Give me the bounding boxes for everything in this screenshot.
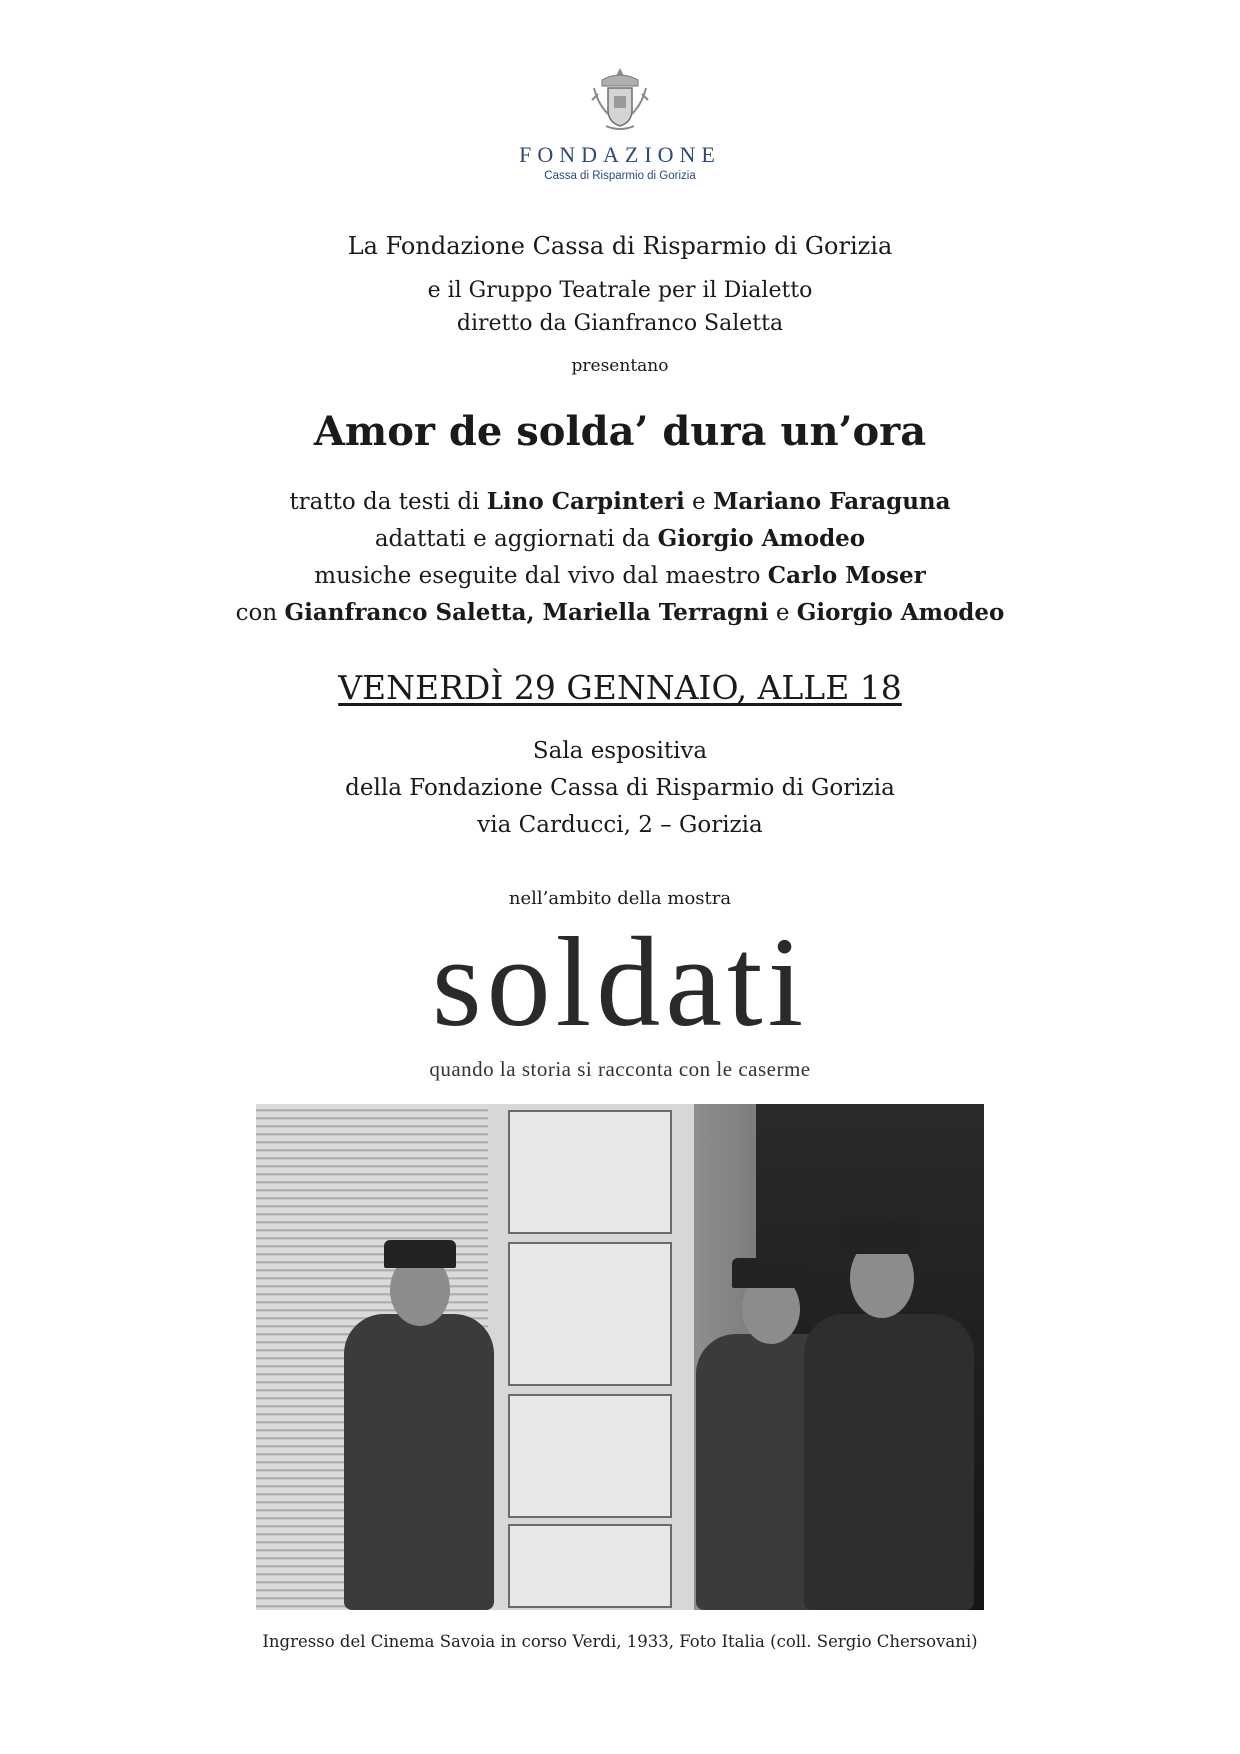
author-name-1: Lino Carpinteri [486,488,685,515]
venue-line-2: della Fondazione Cassa di Risparmio di Gorizia [345,775,895,801]
credit-authors-prefix: tratto da testi di [289,489,487,515]
exhibition-name: soldati [431,911,809,1053]
adapter-name: Giorgio Amodeo [657,525,866,552]
photo-poster [508,1394,672,1518]
author-name-2: Mariano Faraguna [712,488,951,515]
credit-music-prefix: musiche eseguite dal vivo dal maestro [314,563,768,589]
exhibition-intro: nell’ambito della mostra [508,888,732,909]
photo-soldier-left [344,1314,494,1610]
photo-soldier-cap [384,1240,456,1268]
logo-foundation-subtitle: Cassa di Risparmio di Gorizia [544,170,696,182]
venue-address: via Carducci, 2 – Gorizia [477,812,763,838]
show-title: Amor de solda’ dura un’ora [313,408,927,455]
co-presenter-line: e il Gruppo Teatrale per il Dialetto [427,278,813,303]
credit-cast [0,599,1240,626]
historical-photo [256,1104,984,1610]
credit-cast-conjunction: e [768,600,797,626]
credit-authors [0,488,1240,515]
credit-adaptation-prefix: adattati e aggiornati da [374,526,658,552]
director-line: diretto da Gianfranco Saletta [456,311,784,336]
photo-soldier-cap [732,1258,808,1288]
venue-line-1: Sala espositiva [532,738,708,764]
credit-adaptation [0,525,1240,552]
event-date: VENERDÌ 29 GENNAIO, ALLE 18 [338,668,902,707]
cast-names-2: Giorgio Amodeo [796,599,1005,626]
musician-name: Carlo Moser [767,562,926,589]
logo-foundation-name: FONDAZIONE [519,142,721,167]
photo-soldier-right [804,1314,974,1610]
photo-poster [508,1524,672,1608]
photo-poster [508,1242,672,1386]
photo-poster [508,1110,672,1234]
photo-soldier-cap [838,1222,922,1254]
credit-music [0,562,1240,589]
exhibition-subtitle: quando la storia si racconta con le caserme [429,1057,811,1081]
foundation-crest-logo [588,64,652,132]
presents-line: presentano [571,356,669,376]
photo-caption: Ingresso del Cinema Savoia in corso Verdi, 1933, Foto Italia (coll. Sergio Chersovani) [262,1632,978,1651]
credit-authors-conjunction: e [684,489,713,515]
presenter-line: La Fondazione Cassa di Risparmio di Gorizia [347,232,893,260]
cast-names-1: Gianfranco Saletta, Mariella Terragni [284,599,769,626]
credit-cast-prefix: con [235,600,285,626]
